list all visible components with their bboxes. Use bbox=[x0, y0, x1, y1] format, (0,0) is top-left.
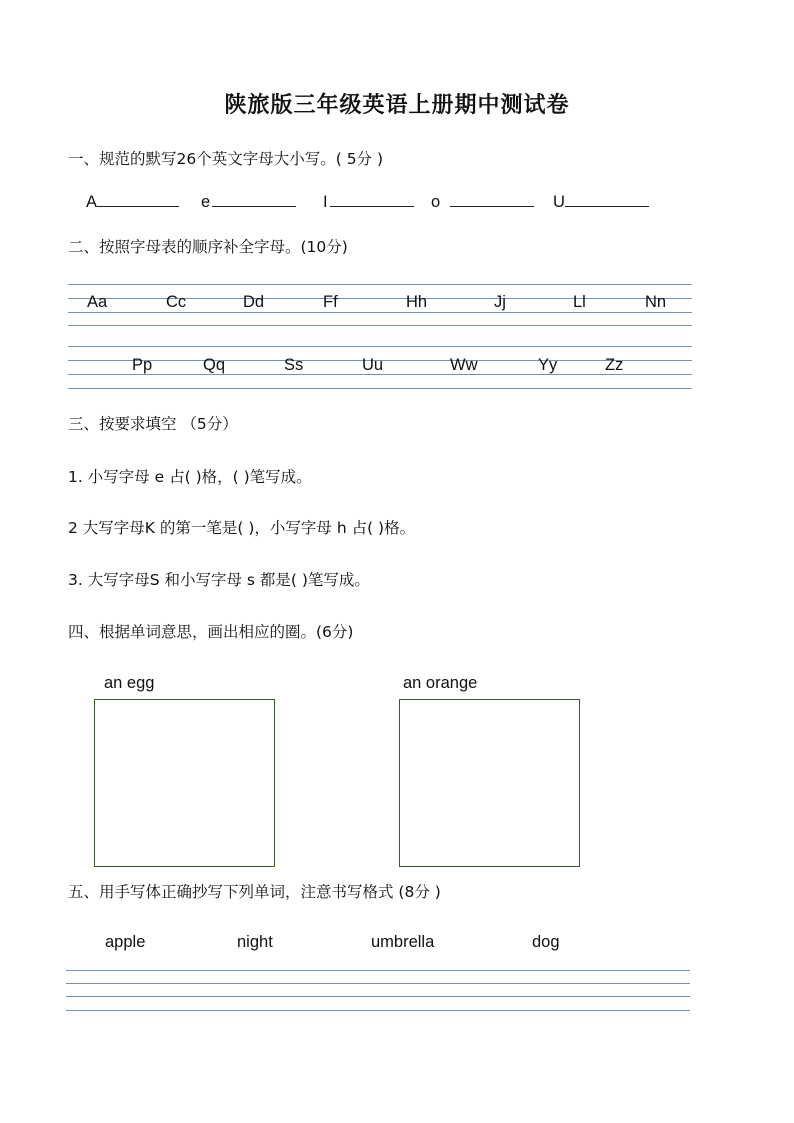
dictation-letter: U bbox=[553, 193, 565, 211]
alphabet-pair: Ll bbox=[573, 293, 586, 311]
grid-line bbox=[68, 298, 692, 299]
grid-line bbox=[66, 970, 690, 971]
alphabet-pair: Ss bbox=[284, 356, 304, 374]
grid-line bbox=[66, 996, 690, 997]
copy-word: dog bbox=[532, 933, 560, 951]
dictation-letter: o bbox=[431, 193, 441, 211]
section2-heading: 二、按照字母表的顺序补全字母。(10分) bbox=[68, 238, 348, 256]
fill-question-1: 1. 小写字母 e 占( )格，( )笔写成。 bbox=[68, 468, 312, 486]
dictation-item-A bbox=[86, 190, 179, 212]
alphabet-pair: Ff bbox=[323, 293, 338, 311]
copy-word: night bbox=[237, 933, 273, 951]
copy-word: umbrella bbox=[371, 933, 435, 951]
fill-question-2: 2 大写字母K 的第一笔是( )，小写字母 h 占( )格。 bbox=[68, 519, 416, 537]
grid-line bbox=[66, 983, 690, 984]
section1-heading: 一、规范的默写26个英文字母大小写。( 5分 ) bbox=[68, 150, 384, 168]
dictation-item-I bbox=[323, 190, 414, 212]
alphabet-pair: Aa bbox=[87, 293, 108, 311]
alphabet-pair: Qq bbox=[203, 356, 226, 374]
answer-blank[interactable] bbox=[212, 190, 296, 207]
grid-line bbox=[66, 1010, 690, 1011]
alphabet-pair: Zz bbox=[605, 356, 624, 374]
alphabet-pair: Uu bbox=[362, 356, 384, 374]
dictation-letter: e bbox=[201, 193, 211, 211]
dictation-item-U bbox=[553, 190, 649, 212]
drawing-label-orange: an orange bbox=[403, 674, 478, 692]
answer-blank[interactable] bbox=[330, 190, 414, 207]
section3-heading: 三、按要求填空 （5分） bbox=[68, 415, 238, 433]
alphabet-pair: Pp bbox=[132, 356, 153, 374]
dictation-item-o bbox=[431, 190, 534, 212]
drawing-label-egg: an egg bbox=[104, 674, 155, 692]
alphabet-pair: Yy bbox=[538, 356, 558, 374]
alphabet-pair: Hh bbox=[406, 293, 428, 311]
drawing-box-egg[interactable] bbox=[94, 699, 275, 867]
dictation-item-e bbox=[201, 190, 296, 212]
section5-heading: 五、用手写体正确抄写下列单词，注意书写格式 (8分 ) bbox=[68, 883, 441, 901]
grid-line bbox=[68, 312, 692, 313]
answer-blank[interactable] bbox=[97, 190, 179, 207]
alphabet-pair: Dd bbox=[243, 293, 265, 311]
drawing-box-orange[interactable] bbox=[399, 699, 580, 867]
alphabet-pair: Nn bbox=[645, 293, 667, 311]
alphabet-pair: Cc bbox=[166, 293, 187, 311]
page-title: 陕旅版三年级英语上册期中测试卷 bbox=[224, 93, 570, 118]
grid-line bbox=[68, 346, 692, 347]
grid-line bbox=[68, 388, 692, 389]
alphabet-pair: Ww bbox=[450, 356, 478, 374]
grid-line bbox=[68, 325, 692, 326]
answer-blank[interactable] bbox=[565, 190, 649, 207]
dictation-letter: I bbox=[323, 193, 328, 211]
dictation-letter: A bbox=[86, 193, 98, 211]
copy-word: apple bbox=[105, 933, 146, 951]
section4-heading: 四、根据单词意思，画出相应的圈。(6分) bbox=[68, 623, 354, 641]
fill-question-3: 3. 大写字母S 和小写字母 s 都是( )笔写成。 bbox=[68, 571, 370, 589]
grid-line bbox=[68, 284, 692, 285]
alphabet-pair: Jj bbox=[494, 293, 506, 311]
answer-blank[interactable] bbox=[450, 190, 534, 207]
